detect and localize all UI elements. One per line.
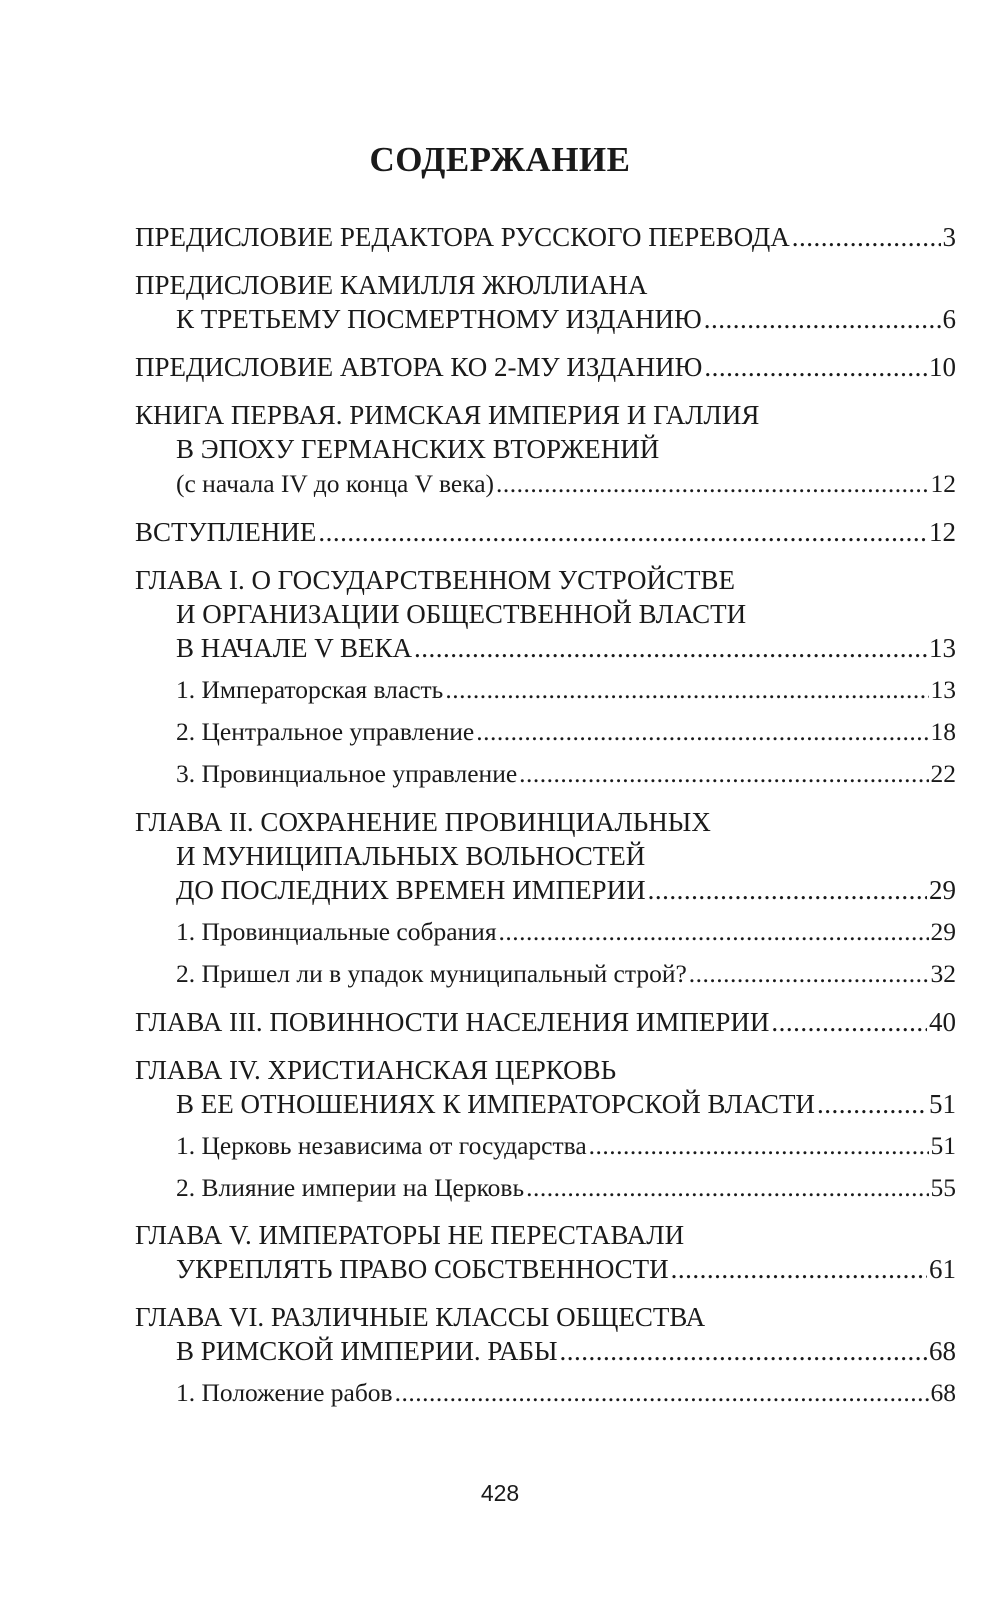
toc-entry-text: 1. Положение рабов: [176, 1378, 393, 1407]
toc-entry[interactable]: [176, 1129, 956, 1163]
toc-page-number: 68: [930, 1378, 956, 1407]
toc-entry[interactable]: [176, 715, 956, 749]
toc-entry[interactable]: [176, 915, 956, 949]
toc-entry-line: ГЛАВА II. СОХРАНЕНИЕ ПРОВИНЦИАЛЬНЫХ: [135, 807, 711, 837]
toc-page-number: 22: [930, 759, 956, 788]
dot-leader: [704, 302, 941, 336]
toc-page-number: 51: [929, 1089, 956, 1119]
toc-entry[interactable]: [176, 873, 956, 907]
toc-page-number: 61: [929, 1254, 956, 1284]
toc-entry-text: ДО ПОСЛЕДНИХ ВРЕМЕН ИМПЕРИИ: [176, 875, 646, 905]
toc-page-number: 51: [930, 1131, 956, 1160]
dot-leader: [589, 1129, 929, 1163]
toc-entry[interactable]: [135, 220, 956, 254]
toc-entry[interactable]: [176, 631, 956, 665]
dot-leader: [499, 915, 929, 949]
dot-leader: [445, 673, 928, 707]
toc-page-number: 40: [929, 1007, 956, 1037]
toc-entry[interactable]: [176, 302, 956, 336]
toc-entry-text: 2. Центральное управление: [176, 717, 475, 746]
toc-entry-text: 1. Императорская власть: [176, 675, 444, 704]
toc-entry[interactable]: [176, 673, 956, 707]
dot-leader: [496, 467, 928, 501]
toc-entry-line: И МУНИЦИПАЛЬНЫХ ВОЛЬНОСТЕЙ: [176, 841, 646, 871]
toc-entry-text: В РИМСКОЙ ИМПЕРИИ. РАБЫ: [176, 1336, 558, 1366]
toc-entry[interactable]: [176, 467, 956, 501]
page-number: 428: [480, 1480, 520, 1506]
toc-page-number: 18: [930, 717, 956, 746]
toc-entry-line: ПРЕДИСЛОВИЕ КАМИЛЛЯ ЖЮЛЛИАНА: [135, 270, 648, 300]
dot-leader: [476, 715, 928, 749]
toc-entry-line: КНИГА ПЕРВАЯ. РИМСКАЯ ИМПЕРИЯ И ГАЛЛИЯ: [135, 400, 760, 430]
dot-leader: [689, 957, 929, 991]
toc-entry[interactable]: [176, 1376, 956, 1410]
toc-entry-text: 2. Пришел ли в упадок муниципальный строй?: [176, 959, 687, 988]
toc-entry-text: ГЛАВА III. ПОВИННОСТИ НАСЕЛЕНИЯ ИМПЕРИИ: [135, 1007, 770, 1037]
toc-page-number: 10: [929, 352, 956, 382]
toc-entry[interactable]: [176, 1087, 956, 1121]
toc-entry-text: ВСТУПЛЕНИЕ: [135, 517, 317, 547]
toc-entry-text: ПРЕДИСЛОВИЕ РЕДАКТОРА РУССКОГО ПЕРЕВОДА: [135, 222, 790, 252]
dot-leader: [671, 1252, 927, 1286]
toc-entry-text: 1. Провинциальные собрания: [176, 917, 497, 946]
toc-page-number: 12: [930, 469, 956, 498]
toc-page-number: 13: [930, 675, 956, 704]
toc-page-number: 6: [942, 304, 956, 334]
page-title: СОДЕРЖАНИЕ: [369, 140, 631, 179]
toc-entry[interactable]: [176, 1252, 956, 1286]
toc-entry[interactable]: [135, 1005, 956, 1039]
dot-leader: [560, 1334, 928, 1368]
toc-entry-text: В НАЧАЛЕ V ВЕКА: [176, 633, 413, 663]
toc-page-number: 13: [929, 633, 956, 663]
toc-page-number: 32: [930, 959, 956, 988]
toc-entry-text: ПРЕДИСЛОВИЕ АВТОРА КО 2-МУ ИЗДАНИЮ: [135, 352, 703, 382]
toc-entry-text: (с начала IV до конца V века): [176, 469, 495, 498]
toc-entry-text: 1. Церковь независима от государства: [176, 1131, 587, 1160]
dot-leader: [704, 350, 927, 384]
dot-leader: [414, 631, 927, 665]
dot-leader: [395, 1376, 929, 1410]
toc-page-number: 29: [929, 875, 956, 905]
dot-leader: [526, 1171, 928, 1205]
toc-entry-line: И ОРГАНИЗАЦИИ ОБЩЕСТВЕННОЙ ВЛАСТИ: [176, 599, 747, 629]
toc-page-number: 68: [929, 1336, 956, 1366]
dot-leader: [771, 1005, 927, 1039]
toc-entry-text: К ТРЕТЬЕМУ ПОСМЕРТНОМУ ИЗДАНИЮ: [176, 304, 702, 334]
toc-entry-text: 2. Влияние империи на Церковь: [176, 1173, 525, 1202]
toc-entry-line: ГЛАВА V. ИМПЕРАТОРЫ НЕ ПЕРЕСТАВАЛИ: [135, 1220, 685, 1250]
dot-leader: [817, 1087, 927, 1121]
toc-page-number: 55: [930, 1173, 956, 1202]
toc-entry-line: В ЭПОХУ ГЕРМАНСКИХ ВТОРЖЕНИЙ: [176, 434, 660, 464]
toc-page-number: 3: [942, 222, 956, 252]
dot-leader: [648, 873, 927, 907]
toc-entry-text: УКРЕПЛЯТЬ ПРАВО СОБСТВЕННОСТИ: [176, 1254, 669, 1284]
dot-leader: [792, 220, 941, 254]
toc-entry-line: ГЛАВА VI. РАЗЛИЧНЫЕ КЛАССЫ ОБЩЕСТВА: [135, 1302, 706, 1332]
toc-page-number: 29: [930, 917, 956, 946]
toc-entry-text: 3. Провинциальное управление: [176, 759, 518, 788]
toc-entry[interactable]: [135, 350, 956, 384]
toc-entry[interactable]: [176, 1171, 956, 1205]
toc-entry[interactable]: [176, 757, 956, 791]
toc-entry[interactable]: [176, 957, 956, 991]
toc-entry-line: ГЛАВА IV. ХРИСТИАНСКАЯ ЦЕРКОВЬ: [135, 1055, 617, 1085]
dot-leader: [519, 757, 928, 791]
toc-entry-line: ГЛАВА I. О ГОСУДАРСТВЕННОМ УСТРОЙСТВЕ: [135, 565, 735, 595]
toc-entry-text: В ЕЕ ОТНОШЕНИЯХ К ИМПЕРАТОРСКОЙ ВЛАСТИ: [176, 1089, 815, 1119]
dot-leader: [318, 515, 927, 549]
toc-entry[interactable]: [176, 1334, 956, 1368]
toc-entry[interactable]: [135, 515, 956, 549]
toc-page-number: 12: [929, 517, 956, 547]
